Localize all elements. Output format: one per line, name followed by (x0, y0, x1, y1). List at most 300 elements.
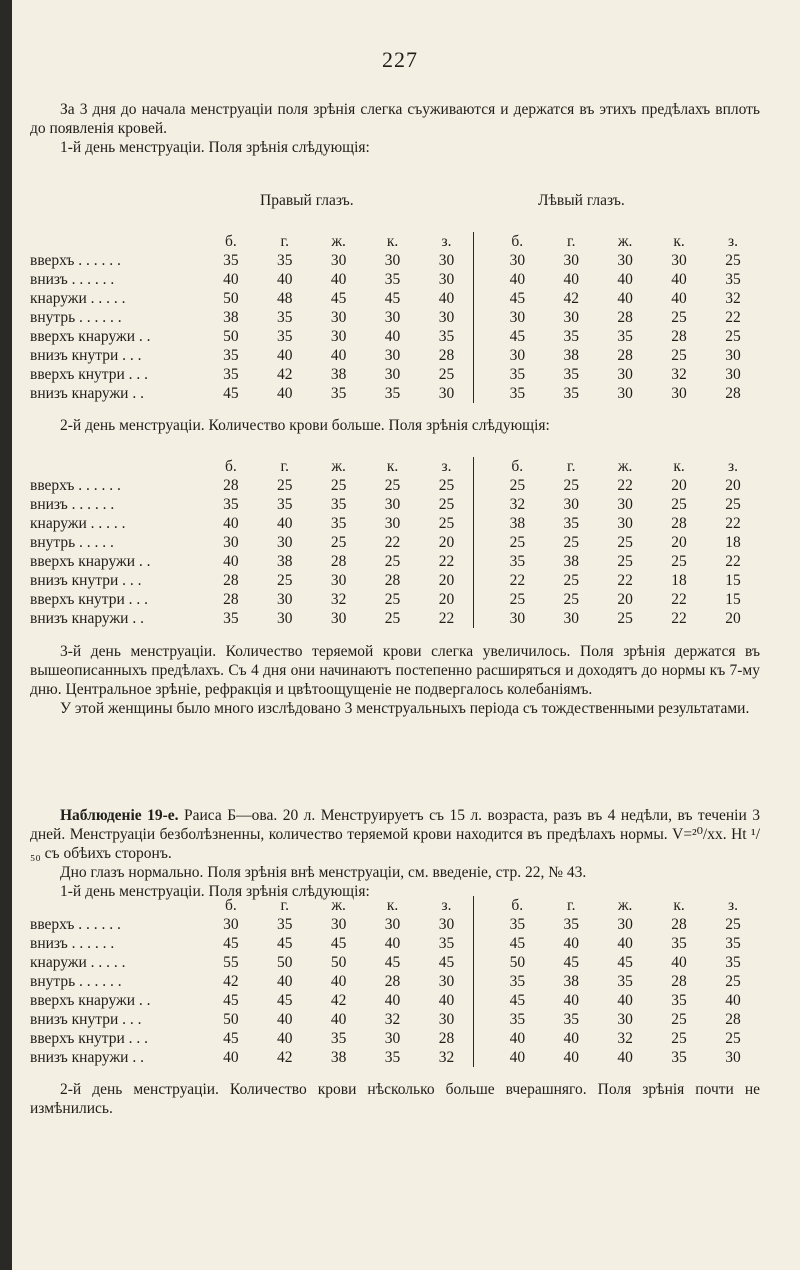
column-header: б. (224, 897, 237, 914)
row-label: вверхъ . . . . . . (30, 916, 121, 933)
page-number: 227 (382, 47, 418, 72)
left-eye-value: 40 (563, 271, 579, 288)
left-eye-value: 25 (671, 1011, 687, 1028)
left-eye-value: 40 (671, 290, 687, 307)
right-eye-value: 35 (223, 366, 239, 383)
left-eye-value: 35 (725, 954, 741, 971)
column-header: г. (280, 458, 289, 475)
left-eye-value: 45 (563, 954, 579, 971)
table-row (30, 1010, 760, 1029)
right-eye-value: 45 (223, 935, 239, 952)
eye-separator (474, 1010, 490, 1029)
left-eye-value: 22 (671, 610, 687, 627)
right-eye-value: 50 (330, 954, 347, 971)
right-eye-value: 28 (330, 553, 347, 570)
right-eye-value: 28 (223, 591, 239, 608)
column-header: г. (566, 233, 576, 250)
left-eye-value: 28 (671, 515, 687, 532)
left-eye-value: 25 (617, 553, 633, 570)
left-eye-value: 30 (617, 515, 633, 532)
left-eye-value: 35 (563, 916, 579, 933)
column-header: б. (511, 458, 524, 475)
table-row (30, 953, 760, 972)
column-header: з. (441, 233, 452, 250)
header-blank (30, 232, 204, 251)
eye-separator (474, 571, 490, 590)
table-row (30, 384, 760, 403)
row-label: вверхъ кнутри . . . (30, 1030, 149, 1047)
binding-edge (0, 0, 12, 1270)
row-label: внутрь . . . . . . (30, 309, 122, 326)
right-eye-value: 35 (276, 496, 293, 513)
left-eye-value: 28 (617, 309, 633, 326)
left-eye-value: 35 (617, 973, 633, 990)
table-row (30, 514, 760, 533)
eye-separator (474, 934, 490, 953)
observation-title: Наблюденіе 19-е. (60, 807, 179, 824)
right-eye-value: 40 (223, 553, 239, 570)
right-eye-value: 35 (330, 496, 347, 513)
row-label: кнаружи . . . . . (30, 290, 126, 307)
left-eye-value: 35 (509, 1011, 526, 1028)
right-eye-value: 30 (276, 534, 293, 551)
right-eye-value: 30 (276, 610, 293, 627)
column-header: к. (386, 897, 399, 914)
right-eye-value: 50 (223, 290, 239, 307)
eye-separator (474, 915, 490, 934)
eye-separator (474, 251, 490, 270)
right-eye-value: 35 (330, 515, 347, 532)
left-eye-value: 30 (725, 366, 741, 383)
intro-text: За 3 дня до начала менструаціи поля зрѣнія слегка съуживаются и держатся въ этихъ предѣлахъ вплоть до появленія кровей. (30, 101, 760, 137)
eye-separator (474, 972, 490, 991)
right-eye-value: 22 (384, 534, 401, 551)
right-eye-value: 35 (223, 347, 239, 364)
right-eye-value: 45 (223, 385, 239, 402)
left-eye-value: 30 (725, 347, 741, 364)
left-eye-value: 35 (725, 271, 741, 288)
right-eye-value: 28 (438, 1030, 455, 1047)
right-eye-value: 32 (384, 1011, 401, 1028)
left-eye-value: 25 (725, 496, 741, 513)
left-eye-value: 35 (509, 973, 526, 990)
left-eye-value: 40 (563, 935, 579, 952)
left-eye-value: 25 (671, 347, 687, 364)
column-header: з. (441, 458, 452, 475)
right-eye-value: 30 (330, 916, 347, 933)
eye-separator (474, 1048, 490, 1067)
eye-separator (474, 514, 490, 533)
right-eye-value: 40 (223, 1049, 239, 1066)
right-eye-value: 38 (330, 366, 347, 383)
table-row (30, 991, 760, 1010)
table-day2 (30, 457, 760, 628)
left-eye-value: 35 (563, 328, 579, 345)
table-observation-day1 (30, 896, 760, 1067)
row-label: кнаружи . . . . . (30, 954, 126, 971)
table-row (30, 915, 760, 934)
left-eye-value: 20 (617, 591, 633, 608)
day2-heading: 2-й день менструаціи. Количество крови больше. Поля зрѣнія слѣдующія: (60, 417, 550, 434)
column-header: г. (280, 233, 289, 250)
left-eye-value: 38 (563, 553, 579, 570)
right-eye-value: 28 (438, 347, 455, 364)
left-eye-value: 30 (617, 1011, 633, 1028)
left-eye-value: 20 (671, 477, 687, 494)
left-eye-value: 35 (671, 935, 687, 952)
eye-separator (474, 896, 490, 915)
column-header: ж. (617, 458, 633, 475)
left-eye-value: 30 (563, 309, 579, 326)
right-eye-value: 40 (276, 1030, 293, 1047)
left-eye-value: 38 (563, 347, 579, 364)
right-eye-value: 40 (276, 1011, 293, 1028)
fundus-line: Дно глазъ нормально. Поля зрѣнія внѣ менструаціи, см. введеніе, стр. 22, № 43. (60, 864, 587, 881)
row-label: внизъ . . . . . . (30, 496, 115, 513)
eye-separator (474, 609, 490, 628)
left-eye-value: 40 (671, 954, 687, 971)
left-eye-value: 28 (671, 328, 687, 345)
left-eye-value: 35 (725, 935, 741, 952)
table-row (30, 365, 760, 384)
right-eye-value: 25 (438, 496, 455, 513)
left-eye-value: 25 (725, 916, 741, 933)
left-eye-value: 25 (671, 496, 687, 513)
row-label: внизъ . . . . . . (30, 271, 115, 288)
column-header: к. (386, 233, 399, 250)
left-eye-value: 22 (617, 477, 633, 494)
right-eye-value: 35 (276, 309, 293, 326)
right-eye-value: 45 (223, 992, 239, 1009)
left-eye-value: 35 (563, 1011, 579, 1028)
left-eye-value: 40 (563, 1030, 579, 1047)
right-eye-value: 30 (276, 591, 293, 608)
table-row (30, 552, 760, 571)
right-eye-value: 45 (330, 290, 347, 307)
day2-heading-block (30, 416, 760, 435)
column-header: ж. (617, 897, 633, 914)
column-header: з. (727, 897, 738, 914)
right-eye-value: 22 (438, 553, 455, 570)
right-eye-value: 40 (276, 973, 293, 990)
eye-separator (474, 308, 490, 327)
right-eye-value: 30 (384, 366, 401, 383)
left-eye-value: 35 (563, 366, 579, 383)
left-eye-value: 40 (617, 271, 633, 288)
left-eye-heading: Лѣвый глазъ. (538, 192, 625, 209)
right-eye-value: 40 (330, 347, 347, 364)
header-blank (30, 896, 204, 915)
left-eye-value: 25 (563, 572, 579, 589)
column-header: к. (673, 897, 685, 914)
left-eye-value: 22 (725, 309, 741, 326)
right-eye-value: 45 (276, 935, 293, 952)
left-eye-value: 40 (617, 992, 633, 1009)
left-eye-value: 18 (725, 534, 741, 551)
right-eye-value: 30 (330, 328, 347, 345)
right-eye-value: 25 (384, 610, 401, 627)
right-eye-value: 35 (438, 328, 455, 345)
right-eye-value: 55 (223, 954, 239, 971)
left-eye-value: 40 (617, 290, 633, 307)
right-eye-value: 45 (223, 1030, 239, 1047)
table-row (30, 270, 760, 289)
left-eye-value: 22 (671, 591, 687, 608)
right-eye-value: 50 (223, 328, 239, 345)
eye-separator (474, 495, 490, 514)
right-eye-value: 28 (223, 572, 239, 589)
left-eye-value: 25 (725, 1030, 741, 1047)
right-eye-value: 35 (384, 1049, 401, 1066)
left-eye-value: 35 (509, 553, 526, 570)
right-eye-value: 40 (330, 1011, 347, 1028)
left-eye-value: 30 (671, 252, 687, 269)
right-eye-value: 30 (438, 1011, 455, 1028)
eye-separator (474, 476, 490, 495)
right-eye-value: 32 (438, 1049, 455, 1066)
right-eye-value: 20 (438, 591, 455, 608)
right-eye-value: 35 (330, 385, 347, 402)
column-header: к. (673, 458, 685, 475)
right-eye-value: 30 (330, 309, 347, 326)
left-eye-value: 30 (671, 385, 687, 402)
row-label: внизъ . . . . . . (30, 935, 115, 952)
left-eye-value: 30 (617, 916, 633, 933)
observation-paragraph (30, 806, 760, 863)
right-eye-value: 38 (330, 1049, 347, 1066)
right-eye-value: 50 (223, 1011, 239, 1028)
left-eye-value: 30 (617, 496, 633, 513)
left-eye-value: 35 (509, 385, 526, 402)
right-eye-value: 20 (438, 534, 455, 551)
right-eye-value: 22 (438, 610, 455, 627)
left-eye-value: 45 (509, 992, 526, 1009)
eye-separator (474, 346, 490, 365)
left-eye-value: 20 (725, 477, 741, 494)
right-eye-value: 35 (276, 916, 293, 933)
column-header: з. (441, 897, 452, 914)
left-eye-value: 40 (509, 271, 526, 288)
right-eye-value: 25 (276, 572, 293, 589)
right-eye-value: 45 (276, 992, 293, 1009)
left-eye-value: 28 (725, 1011, 741, 1028)
left-eye-value: 35 (509, 916, 526, 933)
right-eye-value: 25 (438, 477, 455, 494)
right-eye-value: 45 (384, 954, 401, 971)
table-row (30, 972, 760, 991)
left-eye-value: 22 (725, 515, 741, 532)
row-label: внизъ кнаружи . . (30, 385, 144, 402)
day2b-block (30, 1080, 760, 1118)
right-eye-value: 30 (330, 572, 347, 589)
right-eye-value: 30 (384, 515, 401, 532)
table-row (30, 289, 760, 308)
right-eye-value: 30 (384, 1030, 401, 1047)
left-eye-value: 20 (671, 534, 687, 551)
left-eye-value: 25 (671, 1030, 687, 1047)
right-eye-value: 30 (330, 610, 347, 627)
right-eye-value: 30 (384, 916, 401, 933)
eye-separator (474, 327, 490, 346)
left-eye-value: 22 (725, 553, 741, 570)
right-eye-value: 38 (223, 309, 239, 326)
day3-paragraph: 3-й день менструаціи. Количество теряемой крови слегка увеличилось. Поля зрѣнія держатся въ вышеописанныхъ предѣлахъ. Съ 4 дня они начинаютъ постепенно расширяться и доходятъ до нормы къ 7-му дню. Центральное зрѣніе, рефракція и цвѣтоощущеніе не подвергалось колебаніямъ. (30, 643, 760, 698)
eye-separator (474, 552, 490, 571)
row-label: вверхъ . . . . . . (30, 252, 121, 269)
right-eye-value: 42 (276, 1049, 293, 1066)
right-eye-value: 40 (223, 271, 239, 288)
right-eye-value: 30 (438, 252, 455, 269)
right-eye-value: 40 (276, 515, 293, 532)
left-eye-value: 30 (509, 610, 526, 627)
column-header: г. (566, 897, 576, 914)
column-header: ж. (331, 897, 346, 914)
left-eye-value: 30 (563, 496, 579, 513)
right-eye-value: 40 (276, 271, 293, 288)
right-eye-value: 32 (330, 591, 347, 608)
left-eye-value: 40 (509, 1049, 526, 1066)
right-eye-value: 30 (384, 252, 401, 269)
right-eye-value: 40 (384, 935, 401, 952)
left-eye-value: 25 (617, 534, 633, 551)
left-eye-value: 25 (671, 553, 687, 570)
left-eye-value: 35 (671, 1049, 687, 1066)
eye-separator (474, 1029, 490, 1048)
eye-separator (474, 270, 490, 289)
left-eye-value: 40 (725, 992, 741, 1009)
left-eye-value: 30 (617, 366, 633, 383)
right-eye-value: 25 (384, 477, 401, 494)
right-eye-value: 25 (330, 534, 347, 551)
table-row (30, 533, 760, 552)
table-row (30, 308, 760, 327)
left-eye-value: 32 (725, 290, 741, 307)
right-eye-value: 40 (330, 271, 347, 288)
column-header: б. (511, 897, 524, 914)
left-eye-value: 30 (617, 385, 633, 402)
right-eye-value: 50 (276, 954, 293, 971)
right-eye-value: 40 (276, 385, 293, 402)
column-header: г. (566, 458, 576, 475)
right-eye-value: 40 (330, 973, 347, 990)
left-eye-value: 22 (617, 572, 633, 589)
row-label: внизъ кнаружи . . (30, 610, 144, 627)
right-eye-value: 25 (330, 477, 347, 494)
right-eye-value: 30 (384, 309, 401, 326)
column-header: б. (511, 233, 524, 250)
eye-separator (474, 991, 490, 1010)
observation-block (30, 806, 760, 901)
right-eye-value: 35 (276, 328, 293, 345)
eye-separator (474, 457, 490, 476)
left-eye-value: 25 (563, 591, 579, 608)
left-eye-value: 25 (671, 309, 687, 326)
left-eye-value: 25 (509, 591, 526, 608)
table-row (30, 1029, 760, 1048)
column-header: з. (727, 233, 738, 250)
left-eye-value: 35 (617, 328, 633, 345)
table-row (30, 571, 760, 590)
column-header: к. (673, 233, 685, 250)
right-eye-value: 30 (384, 347, 401, 364)
right-eye-value: 25 (276, 477, 293, 494)
right-eye-value: 28 (384, 572, 401, 589)
right-eye-value: 35 (438, 935, 455, 952)
left-eye-value: 28 (671, 916, 687, 933)
table-header-row (30, 896, 760, 915)
left-eye-value: 35 (563, 515, 579, 532)
right-eye-value: 30 (384, 496, 401, 513)
right-eye-value: 30 (438, 271, 455, 288)
header-blank (30, 457, 204, 476)
eye-separator (474, 590, 490, 609)
left-eye-value: 28 (617, 347, 633, 364)
table-row (30, 609, 760, 628)
left-eye-value: 40 (509, 1030, 526, 1047)
eye-separator (474, 533, 490, 552)
right-eye-value: 35 (223, 610, 239, 627)
right-eye-value: 35 (330, 1030, 347, 1047)
left-eye-value: 40 (563, 992, 579, 1009)
table-row (30, 934, 760, 953)
row-label: вверхъ . . . . . . (30, 477, 121, 494)
left-eye-value: 30 (725, 1049, 741, 1066)
right-eye-value: 40 (438, 992, 455, 1009)
right-eye-value: 48 (276, 290, 293, 307)
right-eye-value: 28 (384, 973, 401, 990)
left-eye-value: 25 (563, 477, 579, 494)
left-eye-value: 35 (509, 366, 526, 383)
left-eye-value: 18 (671, 572, 687, 589)
right-eye-value: 25 (438, 515, 455, 532)
left-eye-value: 28 (671, 973, 687, 990)
left-eye-value: 25 (725, 973, 741, 990)
table-row (30, 1048, 760, 1067)
right-eye-value: 30 (438, 916, 455, 933)
left-eye-value: 32 (509, 496, 526, 513)
left-eye-value: 25 (509, 534, 526, 551)
column-header: ж. (331, 458, 346, 475)
right-eye-value: 45 (438, 954, 455, 971)
table-row (30, 251, 760, 270)
left-eye-value: 25 (617, 610, 633, 627)
right-eye-value: 25 (384, 591, 401, 608)
intro-paragraph (30, 100, 760, 157)
right-eye-value: 42 (223, 973, 239, 990)
right-eye-value: 40 (384, 992, 401, 1009)
right-eye-heading: Правый глазъ. (260, 192, 354, 209)
row-label: вверхъ кнутри . . . (30, 366, 149, 383)
row-label: вверхъ кнаружи . . (30, 553, 151, 570)
day1-heading: 1-й день менструаціи. Поля зрѣнія слѣдующія: (60, 139, 370, 156)
eye-separator (474, 232, 490, 251)
left-eye-value: 40 (671, 271, 687, 288)
column-header: ж. (617, 233, 633, 250)
right-eye-value: 42 (330, 992, 347, 1009)
left-eye-value: 32 (671, 366, 687, 383)
left-eye-value: 38 (563, 973, 579, 990)
right-eye-value: 28 (223, 477, 239, 494)
table-row (30, 495, 760, 514)
left-eye-value: 50 (509, 954, 526, 971)
row-label: кнаружи . . . . . (30, 515, 126, 532)
column-header: б. (224, 233, 237, 250)
day2b-paragraph: 2-й день менструаціи. Количество крови нѣсколько больше вчерашняго. Поля зрѣнія почти не измѣнились. (30, 1081, 760, 1117)
left-eye-value: 40 (617, 935, 633, 952)
right-eye-value: 35 (276, 252, 293, 269)
left-eye-value: 35 (671, 992, 687, 1009)
right-eye-value: 45 (330, 935, 347, 952)
